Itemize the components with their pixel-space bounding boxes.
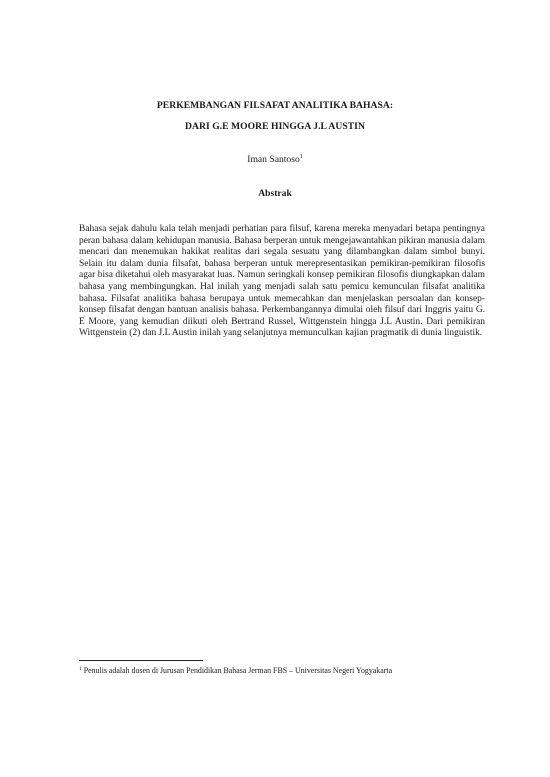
footnote-divider: [79, 660, 203, 661]
footnote-text: Penulis adalah dosen di Jurusan Pendidikan Bahasa Jerman FBS – Universitas Negeri Yogyakarta: [81, 666, 393, 675]
abstract-body: Bahasa sejak dahulu kala telah menjadi perhatian para filsuf, karena mereka menyadari betapa pentingnya peran bahasa dalam kehidupan manusia. Bahasa berperan untuk mengejawantahkan pikiran manusia dalam mencari dan menemukan hakikat realitas dari segala sesuatu yang dilambangkan dalam simbol bunyi. Selain itu dalam dunia filsafat, bahasa berperan untuk merepresentasikan pemikiran-pemikiran filosofis agar bisa diketahui oleh masyarakat luas. Namun seringkali konsep pemikiran filosofis diungkapkan dalam bahasa yang membingungkan. Hal inilah yang menjadi salah satu pemicu kemunculan filsafat analitika bahasa. Filsafat analitika bahasa berupaya untuk memecahkan dan menjelaskan persoalan dan konsep-konsep filsafat dengan bantuan analisis bahasa. Perkembangannya dimulai oleh filsuf dari Inggris yaitu G. E Moore, yang kemudian diikuti oleh Bertrand Russel, Wittgenstein hingga J.L Austin. Dari pemikiran Wittgenstein (2) dan J.L Austin inilah yang selanjutnya memunculkan kajian pragmatik di dunia linguistik.: [79, 224, 485, 339]
title-line-1: PERKEMBANGAN FILSAFAT ANALITIKA BAHASA:: [156, 100, 394, 111]
footnote-mark: 1: [79, 666, 82, 672]
abstract-heading: Abstrak: [258, 188, 292, 199]
footnote: [79, 666, 499, 676]
author-footnote-mark: 1: [299, 154, 303, 160]
title-line-2: DARI G.E MOORE HINGGA J.L AUSTIN: [185, 121, 365, 132]
author-line: [0, 154, 550, 165]
author-name: Iman Santoso: [247, 154, 300, 165]
